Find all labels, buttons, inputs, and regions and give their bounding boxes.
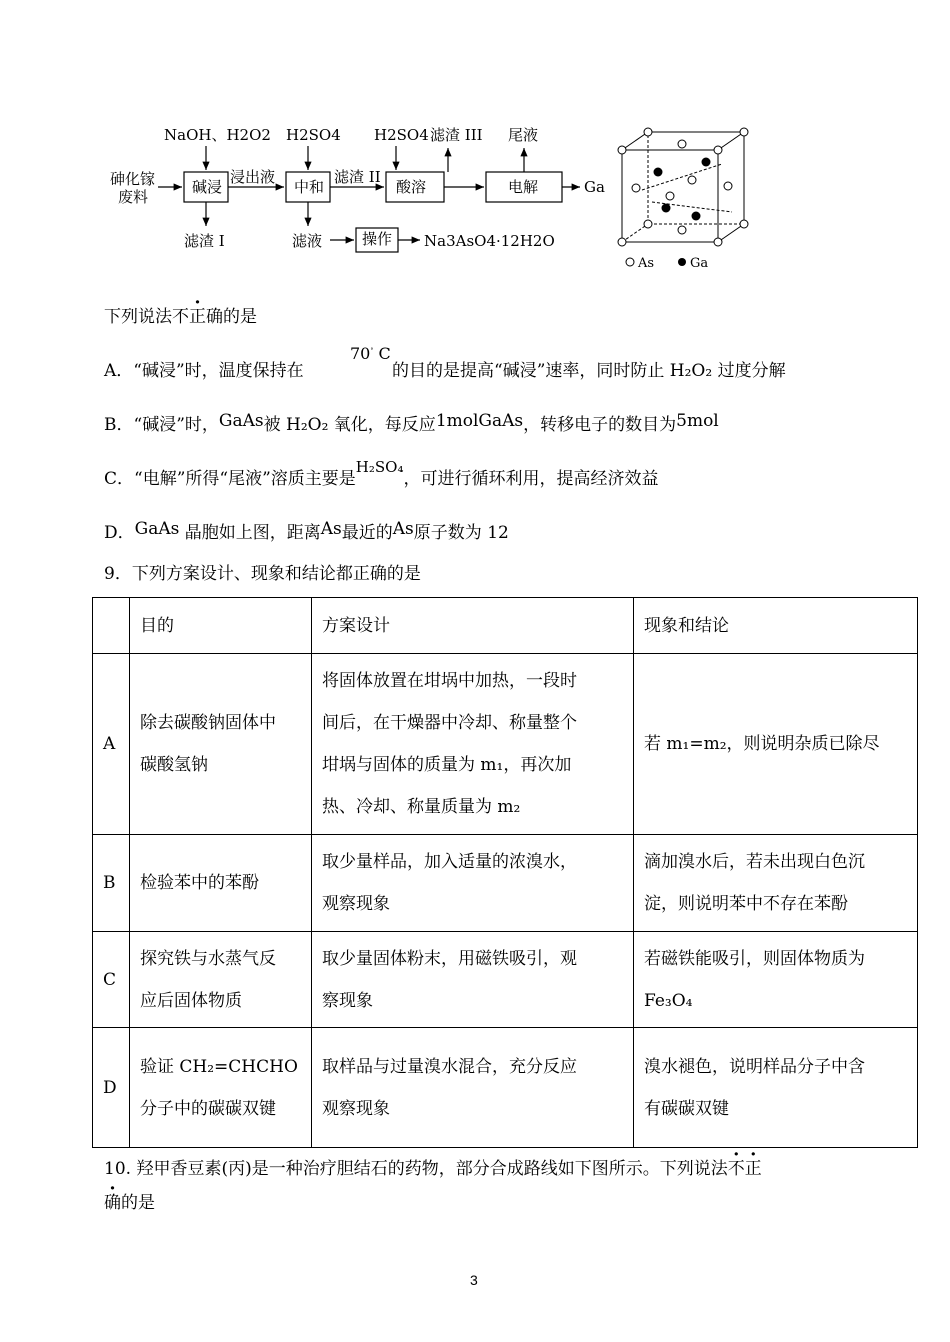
q8-option-a-rest: 的目的是提高“碱浸”速率，同时防止 H₂O₂ 过度分解 (392, 361, 786, 381)
residue-ii-label: 滤渣 II (334, 168, 381, 186)
reagent-h2so4-2: H2SO4 (374, 126, 429, 144)
reagent-naoh-h2o2: NaOH、H2O2 (164, 126, 271, 144)
q8-option-b: B．“碱浸”时，GaAs被 H₂O₂ 氧化，每反应1molGaAs，转移电子的数目为5mol (104, 411, 719, 435)
feed-label-line2: 废料 (118, 188, 149, 206)
header-design: 方案设计 (312, 598, 634, 654)
header-empty (93, 598, 130, 654)
row-label: B (93, 835, 130, 932)
q9-table (92, 597, 918, 1148)
q9-title: 9．下列方案设计、现象和结论都正确的是 (104, 564, 421, 584)
box-alkali-leach: 碱浸 (192, 178, 223, 196)
table-row (93, 654, 918, 835)
row-label: C (93, 932, 130, 1028)
residue-iii-label: 滤渣 III (430, 126, 483, 144)
row-result: 若 m₁=m₂，则说明杂质已除尽 (634, 654, 918, 835)
gaas-unit-cell (612, 122, 752, 272)
q8-option-c: C．“电解”所得“尾液”溶质主要是H₂SO₄，可进行循环利用，提高经济效益 (104, 458, 659, 489)
filtrate-label: 滤液 (292, 232, 323, 250)
row-design: 取少量固体粉末，用磁铁吸引，观 察现象 (312, 932, 634, 1028)
box-neutralize: 中和 (294, 178, 325, 196)
row-design: 取样品与过量溴水混合，充分反应 观察现象 (312, 1028, 634, 1148)
box-electrolysis: 电解 (508, 178, 539, 196)
header-result: 现象和结论 (634, 598, 918, 654)
emphasis-marks: 不正确 (172, 307, 223, 327)
q8-option-d: D．GaAs 晶胞如上图，距离As最近的As原子数为 12 (104, 519, 509, 543)
table-row (93, 835, 918, 932)
q10-stem-line1: 10. 羟甲香豆素(丙)是一种治疗胆结石的药物，部分合成路线如下图所示。下列说法不正 (104, 1159, 762, 1179)
process-flowchart (100, 118, 620, 258)
q8-stem: 下列说法不正确的是 (104, 307, 257, 327)
row-purpose: 检验苯中的苯酚 (130, 835, 312, 932)
row-result: 若磁铁能吸引，则固体物质为 Fe₃O₄ (634, 932, 918, 1028)
residue-i-label: 滤渣 I (184, 232, 225, 250)
row-purpose: 除去碳酸钠固体中 碳酸氢钠 (130, 654, 312, 835)
row-design: 将固体放置在坩埚中加热，一段时 间后，在干燥器中冷却、称量整个 坩埚与固体的质量为 m₁，再次加 热、冷却、称量质量为 m₂ (312, 654, 634, 835)
row-label: D (93, 1028, 130, 1148)
row-label: A (93, 654, 130, 835)
tail-liquid-label: 尾液 (508, 126, 539, 144)
q10-stem-line2: 确的是 (104, 1193, 155, 1213)
page-number: 3 (470, 1272, 478, 1288)
reagent-h2so4-1: H2SO4 (286, 126, 341, 144)
header-purpose: 目的 (130, 598, 312, 654)
q8-a-temperature: 70° C (350, 344, 391, 363)
q8-option-a: A．“碱浸”时，温度保持在 (104, 361, 304, 381)
legend-ga: Ga (690, 256, 709, 271)
row-design: 取少量样品，加入适量的浓溴水， 观察现象 (312, 835, 634, 932)
table-row (93, 1028, 918, 1148)
feed-label-line1: 砷化镓 (110, 170, 156, 188)
table-header-row (93, 598, 918, 654)
row-purpose: 探究铁与水蒸气反 应后固体物质 (130, 932, 312, 1028)
row-purpose: 验证 CH₂=CHCHO 分子中的碳碳双键 (130, 1028, 312, 1148)
box-acid-dissolve: 酸溶 (396, 178, 427, 196)
row-result: 溴水褪色，说明样品分子中含 有碳碳双键 (634, 1028, 918, 1148)
box-operation: 操作 (362, 230, 393, 248)
product-sodium-arsenate: Na3AsO4·12H2O (424, 232, 555, 250)
table-row (93, 932, 918, 1028)
product-ga: Ga (584, 178, 605, 196)
leachate-label: 浸出液 (230, 168, 276, 186)
row-result: 滴加溴水后，若未出现白色沉 淀，则说明苯中不存在苯酚 (634, 835, 918, 932)
legend-as: As (638, 256, 655, 271)
